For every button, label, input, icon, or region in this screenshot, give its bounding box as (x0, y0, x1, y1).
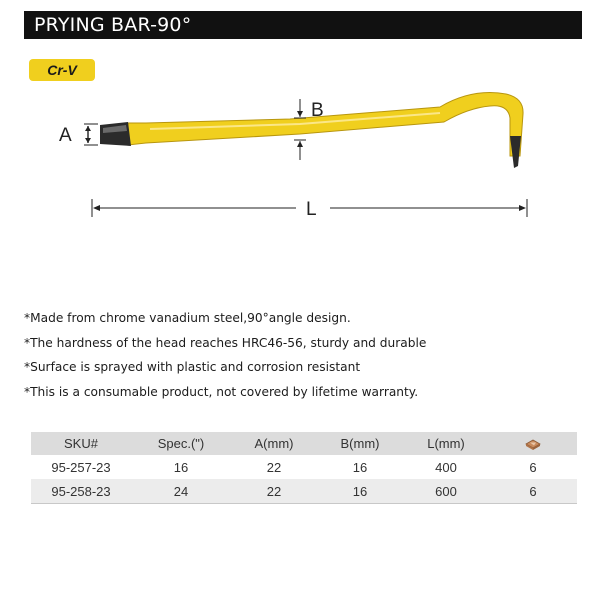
cell-sku: 95-258-23 (31, 479, 131, 504)
cell-b: 16 (352, 459, 368, 475)
cell-sku: 95-257-23 (51, 459, 111, 475)
header-b: B(mm) (317, 432, 403, 455)
dim-a-label: A (59, 125, 72, 146)
cell-spec: 24 (131, 479, 231, 504)
header-l: L(mm) (403, 432, 489, 455)
feature-item: *This is a consumable product, not covered by lifetime warranty. (24, 384, 419, 399)
feature-item: *The hardness of the head reaches HRC46-56, sturdy and durable (24, 335, 427, 350)
material-badge-label: Cr-V (47, 62, 77, 78)
feature-list (24, 309, 584, 407)
page-title: PRYING BAR-90° (34, 14, 192, 36)
table-row (31, 479, 577, 504)
cell-spec: 16 (173, 459, 189, 475)
bar-body (128, 93, 523, 156)
dim-b-arrow-down (297, 111, 303, 117)
feature-item: *Surface is sprayed with plastic and corrosion resistant (24, 360, 361, 374)
title-bar (24, 11, 582, 39)
carton-pack-icon (524, 437, 542, 451)
header-sku: SKU# (31, 432, 131, 455)
dim-l-arrow-right (519, 205, 526, 211)
header-spec: Spec.(") (131, 432, 231, 455)
cell-l: 600 (403, 479, 489, 504)
cell-l: 400 (435, 459, 457, 475)
cell-pack: 6 (529, 459, 537, 475)
header-pack (489, 432, 577, 455)
dim-a-arrow-up (85, 126, 91, 131)
header-a: A(mm) (231, 432, 317, 455)
table-header-row (31, 432, 577, 455)
dim-l-arrow-left (93, 205, 100, 211)
table-row (31, 455, 577, 479)
cell-b: 16 (317, 479, 403, 504)
spec-table (31, 432, 577, 504)
cell-pack: 6 (489, 479, 577, 504)
cell-a: 22 (266, 459, 282, 475)
dim-a-arrow-down (85, 138, 91, 143)
chisel-tip (100, 122, 131, 146)
product-diagram (0, 80, 600, 230)
dim-b-label: B (311, 100, 324, 121)
material-badge (29, 59, 95, 81)
feature-item: *Made from chrome vanadium steel,90°angle design. (24, 311, 351, 325)
cell-a: 22 (231, 479, 317, 504)
dim-l-label: L (306, 199, 317, 220)
